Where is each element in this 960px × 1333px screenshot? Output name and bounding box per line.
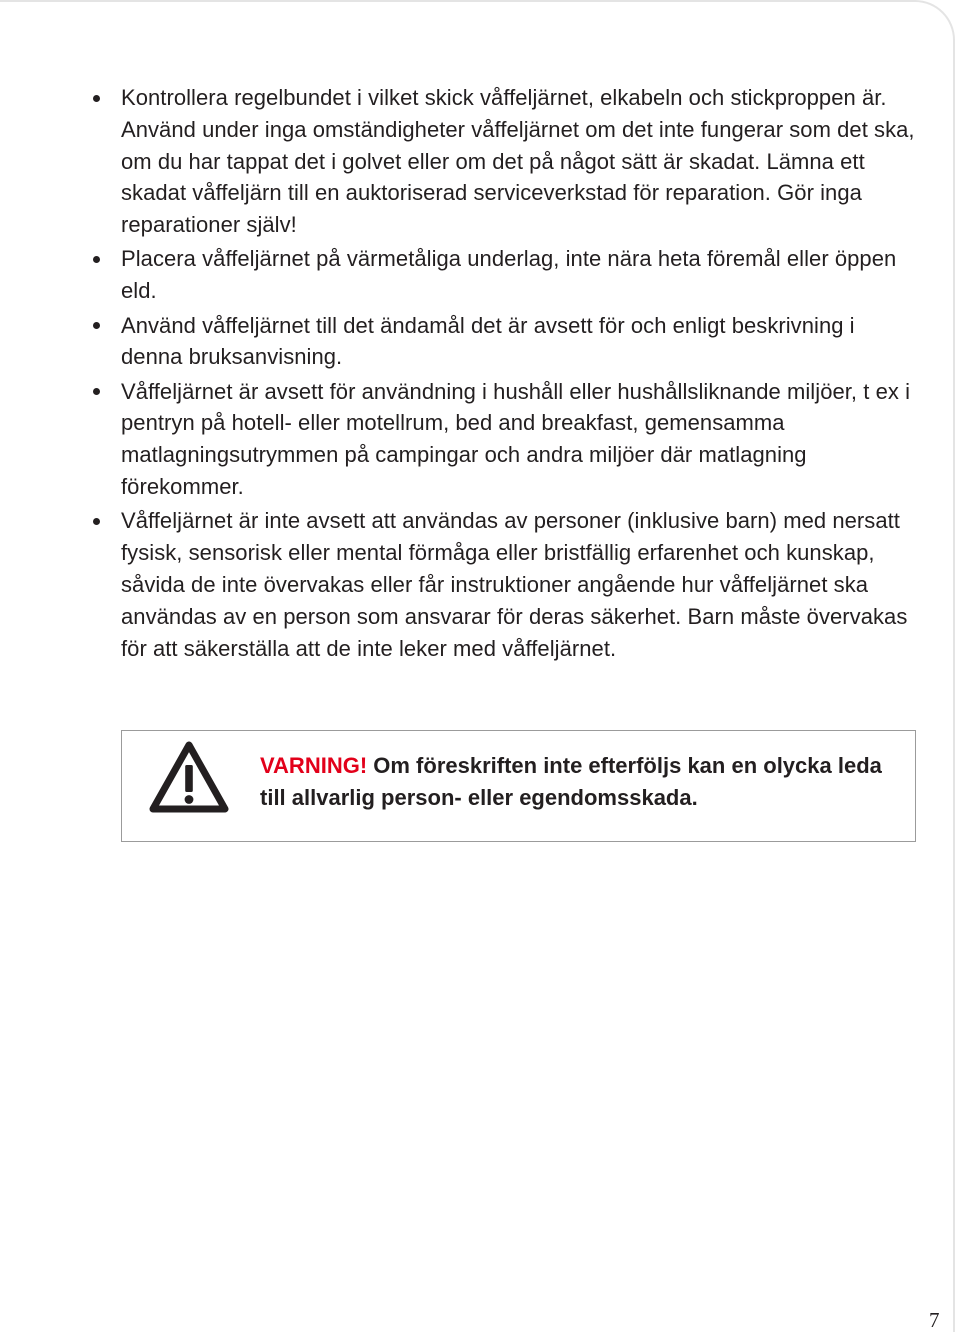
list-item xyxy=(0,243,921,307)
bullet-text: Våffeljärnet är inte avsett att användas av personer (inklusive barn) med nersatt fysisk, sensorisk eller mental förmåga eller bristfällig erfarenhet och kunskap, såvida de inte övervakas eller får instruktioner angående hur våffeljärnet ska användas av en person som ansvarar för deras säkerhet. Barn måste övervakas för att säkerställa att de inte leker med våffeljärnet. xyxy=(121,508,908,661)
bullet-text: Kontrollera regelbundet i vilket skick våffeljärnet, elkabeln och stickproppen är. Använd under inga omständigheter våffeljärnet om det inte fungerar som det ska, om du har tappat det i golvet eller om det på något sätt är skadat. Lämna ett skadat våffeljärn till en auktoriserad serviceverkstad för reparation. Gör inga reparationer själv! xyxy=(121,85,915,238)
page-number: 7 xyxy=(929,1308,940,1332)
bullet-text: Våffeljärnet är avsett för användning i hushåll eller hushållsliknande miljöer, t ex i pentryn på hotell- eller motellrum, bed and breakfast, gemensamma matlagningsutrymmen på campingar och andra miljöer där matlagning förekommer. xyxy=(121,378,911,500)
safety-bullet-list xyxy=(0,82,921,667)
list-item xyxy=(0,376,921,503)
list-item xyxy=(0,310,921,374)
list-item xyxy=(0,82,921,241)
bullet-icon xyxy=(93,95,100,102)
bullet-text: Använd våffeljärnet till det ändamål det är avsett för och enligt beskrivning i denna bruksanvisning. xyxy=(121,312,855,370)
warning-body: Om föreskriften inte efterföljs kan en olycka leda till allvarlig person- eller egendomsskada. xyxy=(260,753,882,810)
warning-box xyxy=(121,730,916,842)
warning-triangle-icon xyxy=(149,741,229,815)
bullet-icon xyxy=(93,388,100,395)
warning-label: VARNING! xyxy=(260,753,368,778)
list-item xyxy=(0,505,921,664)
bullet-text: Placera våffeljärnet på värmetåliga underlag, inte nära heta föremål eller öppen eld. xyxy=(121,246,897,304)
warning-message xyxy=(260,750,900,814)
bullet-icon xyxy=(93,518,100,525)
bullet-icon xyxy=(93,322,100,329)
bullet-icon xyxy=(93,256,100,263)
